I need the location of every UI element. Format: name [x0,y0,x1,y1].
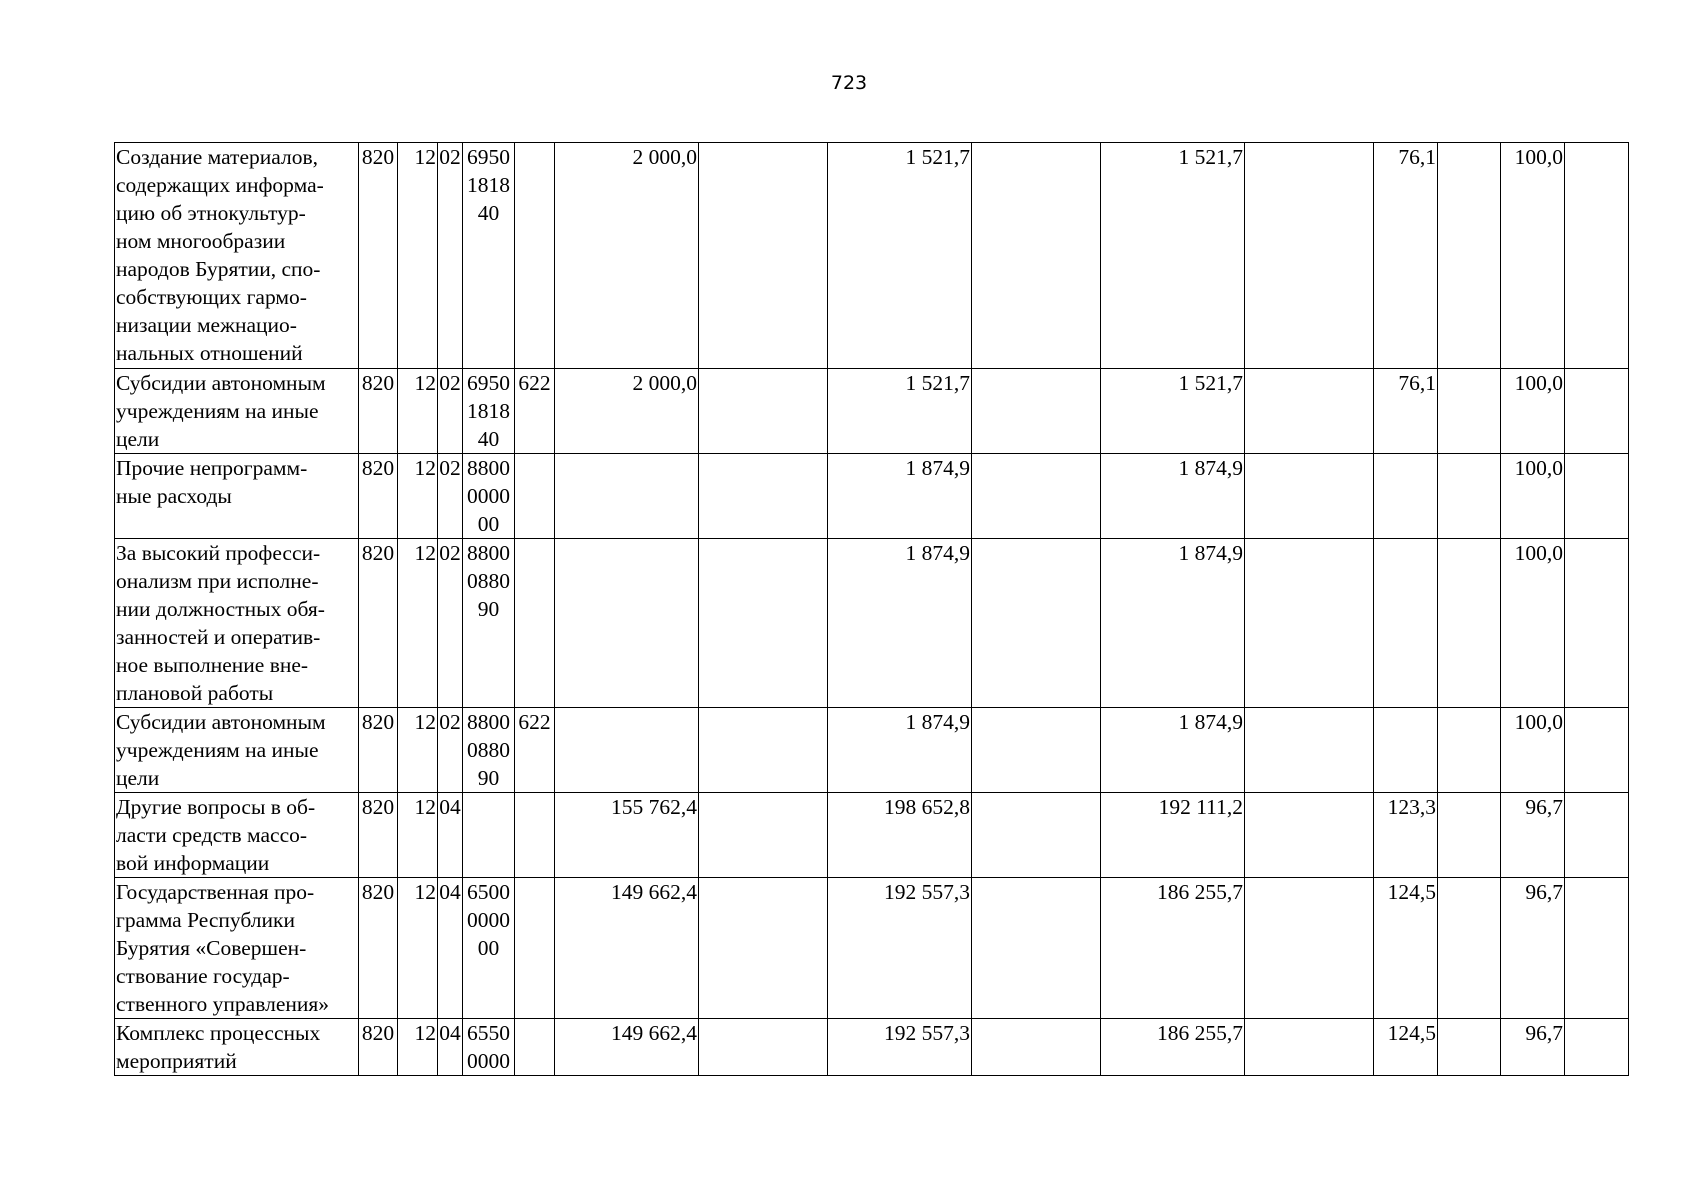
empty-cell [699,793,828,878]
csr-code [463,143,515,369]
plan-value [555,708,699,793]
gr-code: 820 [359,1019,398,1076]
percent-of-adjusted: 100,0 [1501,369,1565,454]
csr-code-line: 8800 [467,710,510,734]
empty-cell [972,539,1101,708]
empty-cell [1245,369,1374,454]
row-name-line: Субсидии автономным [116,710,326,734]
empty-cell [699,143,828,369]
table-row [115,793,1629,878]
csr-code [463,708,515,793]
csr-code-line: 90 [477,597,500,621]
percent-of-plan [1374,539,1438,708]
csr-code-line: 40 [477,201,500,225]
plan-value: 2 000,0 [555,369,699,454]
row-name-line: занностей и оператив- [116,625,321,649]
row-name-line: цию об этнокультур- [116,201,306,225]
executed-value: 186 255,7 [1101,878,1245,1019]
empty-cell [1438,878,1501,1019]
row-name-line: нии должностных обя- [116,597,325,621]
csr-code-line: 8800 [467,456,510,480]
plan-value: 149 662,4 [555,878,699,1019]
empty-cell [1245,793,1374,878]
row-name-line: плановой работы [116,681,274,705]
row-name-line: цели [116,766,160,790]
empty-cell [699,1019,828,1076]
gr-code: 820 [359,143,398,369]
pr-code: 04 [438,793,463,878]
percent-of-adjusted: 96,7 [1501,878,1565,1019]
empty-cell [699,878,828,1019]
empty-cell [1565,454,1629,539]
csr-code-line: 0000 [467,908,510,932]
pr-code: 02 [438,143,463,369]
row-name [115,878,359,1019]
row-name-line: низации межнацио- [116,313,297,337]
plan-value: 2 000,0 [555,143,699,369]
row-name-line: ствование государ- [116,964,290,988]
vr-code: 622 [515,708,555,793]
adjusted-value: 1 521,7 [828,143,972,369]
empty-cell [1438,793,1501,878]
executed-value: 1 521,7 [1101,369,1245,454]
row-name [115,454,359,539]
csr-code-line: 40 [477,427,500,451]
row-name-line: ное выполнение вне- [116,653,309,677]
empty-cell [1565,708,1629,793]
csr-code-line: 0000 [467,484,510,508]
percent-of-plan: 124,5 [1374,1019,1438,1076]
adjusted-value: 192 557,3 [828,1019,972,1076]
rz-code: 12 [398,143,438,369]
row-name-line: вой информации [116,851,270,875]
csr-code [463,1019,515,1076]
rz-code: 12 [398,1019,438,1076]
empty-cell [1245,1019,1374,1076]
empty-cell [1565,793,1629,878]
adjusted-value: 1 874,9 [828,454,972,539]
percent-of-plan: 76,1 [1374,143,1438,369]
csr-code [463,878,515,1019]
pr-code: 02 [438,708,463,793]
row-name [115,143,359,369]
budget-table [114,142,1629,1076]
gr-code: 820 [359,454,398,539]
empty-cell [972,1019,1101,1076]
csr-code-line: 00 [477,936,500,960]
csr-code [463,454,515,539]
percent-of-adjusted: 96,7 [1501,1019,1565,1076]
table-row [115,1019,1629,1076]
csr-code-line: 0880 [467,738,510,762]
csr-code [463,369,515,454]
executed-value: 192 111,2 [1101,793,1245,878]
row-name-line: цели [116,427,160,451]
row-name [115,539,359,708]
row-name-line: содержащих информа- [116,173,324,197]
gr-code: 820 [359,539,398,708]
table-row [115,708,1629,793]
vr-code [515,878,555,1019]
empty-cell [1565,369,1629,454]
row-name-line: Комплекс процессных [116,1021,321,1045]
csr-code-line: 90 [477,766,500,790]
vr-code [515,1019,555,1076]
empty-cell [699,454,828,539]
percent-of-adjusted: 100,0 [1501,539,1565,708]
csr-code-line: 6950 [467,371,510,395]
row-name-line: учреждениям на иные [116,738,319,762]
vr-code [515,454,555,539]
row-name-line: грамма Республики [116,908,295,932]
table-row [115,878,1629,1019]
adjusted-value: 198 652,8 [828,793,972,878]
percent-of-plan: 123,3 [1374,793,1438,878]
executed-value: 1 874,9 [1101,539,1245,708]
row-name-line: учреждениям на иные [116,399,319,423]
csr-code-line: 0000 [467,1049,510,1073]
row-name-line: собствующих гармо- [116,285,307,309]
rz-code: 12 [398,369,438,454]
row-name-line: ном многообразии [116,229,286,253]
empty-cell [972,454,1101,539]
table-row [115,539,1629,708]
csr-code-line: 8800 [467,541,510,565]
gr-code: 820 [359,708,398,793]
csr-code-line: 6500 [467,880,510,904]
vr-code [515,539,555,708]
empty-cell [1438,1019,1501,1076]
rz-code: 12 [398,539,438,708]
adjusted-value: 1 874,9 [828,539,972,708]
empty-cell [699,708,828,793]
table-row [115,143,1629,369]
csr-code [463,539,515,708]
empty-cell [972,369,1101,454]
executed-value: 1 874,9 [1101,454,1245,539]
empty-cell [972,878,1101,1019]
row-name-line: Бурятия «Совершен- [116,936,307,960]
csr-code-line: 6550 [467,1021,510,1045]
empty-cell [1245,454,1374,539]
percent-of-adjusted: 100,0 [1501,454,1565,539]
csr-code-line: 1818 [467,399,510,423]
percent-of-adjusted: 100,0 [1501,708,1565,793]
csr-code-line: 1818 [467,173,510,197]
rz-code: 12 [398,878,438,1019]
row-name-line: Прочие непрограмм- [116,456,308,480]
empty-cell [972,143,1101,369]
plan-value: 149 662,4 [555,1019,699,1076]
empty-cell [1438,539,1501,708]
percent-of-plan [1374,454,1438,539]
empty-cell [1245,878,1374,1019]
rz-code: 12 [398,454,438,539]
percent-of-plan: 76,1 [1374,369,1438,454]
row-name-line: За высокий професси- [116,541,321,565]
row-name [115,369,359,454]
row-name-line: онализм при исполне- [116,569,319,593]
pr-code: 04 [438,878,463,1019]
empty-cell [1438,454,1501,539]
row-name-line: ственного управления» [116,992,330,1016]
csr-code-line: 00 [477,512,500,536]
executed-value: 1 521,7 [1101,143,1245,369]
empty-cell [699,369,828,454]
row-name-line: ласти средств массо- [116,823,308,847]
executed-value: 1 874,9 [1101,708,1245,793]
row-name [115,708,359,793]
rz-code: 12 [398,708,438,793]
executed-value: 186 255,7 [1101,1019,1245,1076]
row-name-line: Другие вопросы в об- [116,795,316,819]
vr-code: 622 [515,369,555,454]
table-row [115,369,1629,454]
csr-code [463,793,515,878]
percent-of-plan [1374,708,1438,793]
row-name [115,1019,359,1076]
row-name-line: ные расходы [116,484,232,508]
empty-cell [1565,1019,1629,1076]
percent-of-plan: 124,5 [1374,878,1438,1019]
percent-of-adjusted: 100,0 [1501,143,1565,369]
empty-cell [1245,143,1374,369]
empty-cell [1565,143,1629,369]
gr-code: 820 [359,878,398,1019]
csr-code-line: 0880 [467,569,510,593]
empty-cell [1245,708,1374,793]
empty-cell [1438,369,1501,454]
pr-code: 04 [438,1019,463,1076]
empty-cell [699,539,828,708]
plan-value [555,539,699,708]
empty-cell [1565,878,1629,1019]
rz-code: 12 [398,793,438,878]
empty-cell [972,793,1101,878]
pr-code: 02 [438,369,463,454]
plan-value: 155 762,4 [555,793,699,878]
pr-code: 02 [438,539,463,708]
empty-cell [1245,539,1374,708]
plan-value [555,454,699,539]
adjusted-value: 1 521,7 [828,369,972,454]
vr-code [515,143,555,369]
gr-code: 820 [359,793,398,878]
empty-cell [1565,539,1629,708]
row-name-line: мероприятий [116,1049,237,1073]
row-name-line: нальных отношений [116,341,303,365]
csr-code-line: 6950 [467,145,510,169]
row-name-line: Создание материалов, [116,145,318,169]
pr-code: 02 [438,454,463,539]
empty-cell [1438,708,1501,793]
gr-code: 820 [359,369,398,454]
percent-of-adjusted: 96,7 [1501,793,1565,878]
row-name-line: Субсидии автономным [116,371,326,395]
row-name-line: Государственная про- [116,880,315,904]
page-number: 723 [830,72,868,94]
vr-code [515,793,555,878]
empty-cell [1438,143,1501,369]
table-row [115,454,1629,539]
row-name [115,793,359,878]
adjusted-value: 192 557,3 [828,878,972,1019]
adjusted-value: 1 874,9 [828,708,972,793]
row-name-line: народов Бурятии, спо- [116,257,321,281]
empty-cell [972,708,1101,793]
